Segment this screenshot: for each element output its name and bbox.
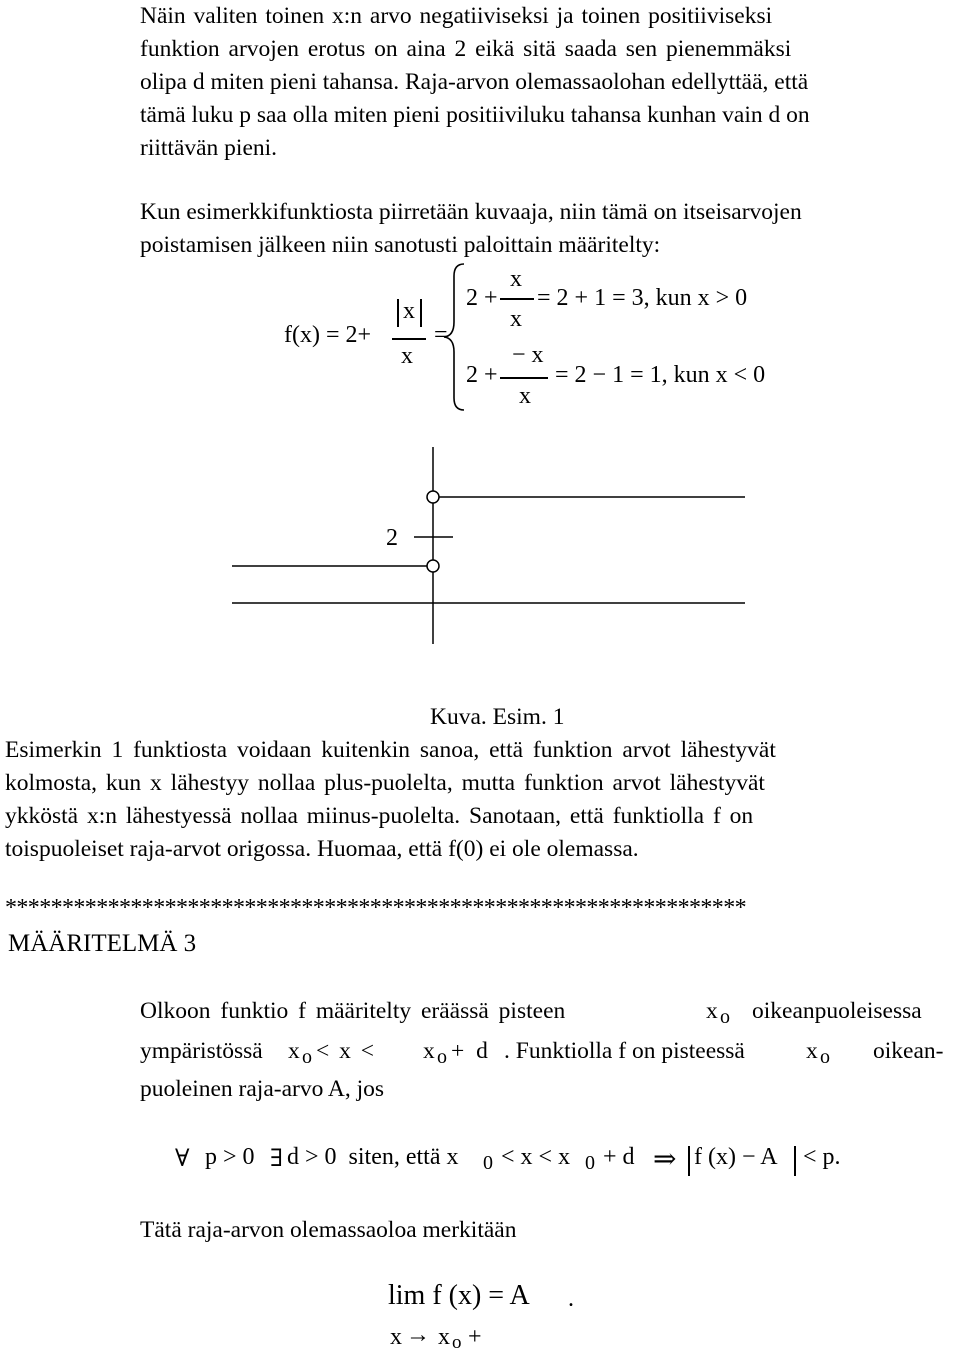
condition-tail: < p. [797, 1144, 841, 1170]
condition-abs-inner: f (x) − A [694, 1144, 778, 1170]
abs-bar-left [688, 1146, 690, 1176]
case1-denominator: x [510, 306, 522, 332]
intro-line: riittävän pieni. [140, 135, 278, 161]
def-line1-end: oikeanpuoleisessa [752, 998, 922, 1024]
def-line1-x: x [706, 998, 718, 1024]
case1-two: 2 + [466, 285, 498, 311]
case2-two: 2 + [466, 362, 498, 388]
limit-under-plus: + [468, 1324, 482, 1350]
limit-under-x: x [390, 1324, 402, 1350]
definition-title: MÄÄRITELMÄ 3 [8, 930, 197, 957]
intro-line: tämä luku p saa olla miten pieni positiiviluku tahansa kunhan vain d on [140, 102, 810, 128]
def-line2-end: oikean- [873, 1038, 944, 1064]
def-line1-start: Olkoon funktio f määritelty eräässä pisteen [140, 998, 566, 1024]
y-tick-label: 2 [386, 525, 398, 551]
implies-symbol: ⇒ [653, 1144, 677, 1175]
condition-p: p > 0 [205, 1144, 255, 1170]
def-line2-plus: + d [451, 1038, 488, 1064]
def-line1-sub: o [720, 1006, 730, 1028]
open-circle-lower [427, 560, 439, 572]
case1-rest: = 2 + 1 = 3, kun x > 0 [537, 285, 748, 311]
formula-lhs: f(x) = 2+ [284, 322, 372, 348]
def-line2-sub3: o [820, 1046, 830, 1068]
limit-under-sub: o [452, 1332, 462, 1353]
intro-line: olipa d miten pieni tahansa. Raja-arvon olemassaolohan edellyttää, että [140, 69, 809, 95]
example-line: Kun esimerkkifunktiosta piirretään kuvaaja, niin tämä on itseisarvojen [140, 199, 802, 225]
def-line2-x1: x [288, 1038, 300, 1064]
notation-text: Tätä raja-arvon olemassaoloa merkitään [140, 1217, 517, 1243]
def-line2-sub2: o [437, 1046, 447, 1068]
case1-numerator: x [510, 266, 522, 292]
definition-body [140, 995, 960, 1115]
case2-numerator: − x [512, 342, 544, 368]
figure-caption: Kuva. Esim. 1 [430, 704, 565, 730]
condition-sub1: 0 [483, 1152, 493, 1174]
formula-denominator: x [401, 343, 413, 369]
def-line2-mid2: . Funktiolla f on pisteessä [504, 1038, 745, 1064]
formula-abs-numerator: x [403, 298, 415, 324]
limit-notation [388, 1280, 628, 1360]
def-line2-sub1: o [302, 1046, 312, 1068]
exists-symbol: ∃ [270, 1146, 284, 1172]
definition-condition [175, 1144, 895, 1178]
limit-under-x0: x [438, 1324, 450, 1350]
case2-rest: = 2 − 1 = 1, kun x < 0 [555, 362, 766, 388]
condition-d: d > 0 siten, että x [287, 1144, 459, 1170]
def-line2-mid: < x < [316, 1038, 375, 1064]
separator-stars: ***************************************************************** [5, 895, 747, 921]
condition-sub2: 0 [585, 1152, 595, 1174]
def-line2-start: ympäristössä [140, 1038, 263, 1064]
explanation-line: kolmosta, kun x lähestyy nollaa plus-puolelta, mutta funktion arvot lähestyvät [5, 770, 765, 796]
def-line2-x2: x [423, 1038, 435, 1064]
explanation-paragraph [5, 734, 959, 866]
intro-line: funktion arvojen erotus on aina 2 eikä sitä saada sen pienemmäksi [140, 36, 792, 62]
explanation-line: toispuoleiset raja-arvot origossa. Huomaa, että f(0) ei ole olemassa. [5, 836, 639, 862]
forall-symbol: ∀ [175, 1146, 190, 1172]
def-line3: puoleinen raja-arvo A, jos [140, 1076, 385, 1102]
def-line2-x3: x [806, 1038, 818, 1064]
explanation-line: ykköstä x:n lähestyessä nollaa miinus-puolelta. Sanotaan, että funktiolla f on [5, 803, 754, 829]
example-line: poistamisen jälkeen niin sanotusti paloittain määritelty: [140, 232, 661, 258]
case2-denominator: x [519, 383, 531, 409]
formula-equals: = [434, 322, 448, 348]
condition-plus-d: + d [597, 1144, 635, 1170]
explanation-line: Esimerkin 1 funktiosta voidaan kuitenkin sanoa, että funktion arvot lähestyvät [5, 737, 776, 763]
limit-dot: . [568, 1286, 574, 1312]
condition-mid: < x < x [495, 1144, 571, 1170]
open-circle-upper [427, 491, 439, 503]
intro-line: Näin valiten toinen x:n arvo negatiiviseksi ja toinen positiiviseksi [140, 3, 773, 29]
abs-bar-right [794, 1146, 796, 1176]
limit-expression: lim f (x) = A [388, 1280, 530, 1311]
limit-arrow: → [406, 1322, 430, 1348]
